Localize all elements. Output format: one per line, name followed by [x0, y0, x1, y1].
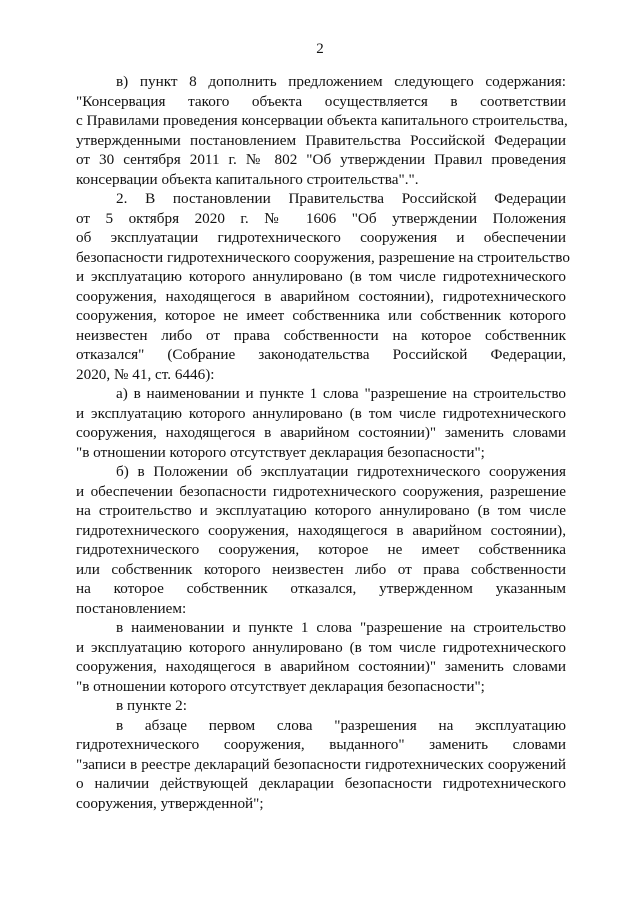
text-line: б) в Положении об эксплуатации гидротехнического сооружения — [116, 463, 566, 480]
text-line: сооружения, утвержденной"; — [76, 794, 264, 812]
text-line: в пункте 2: — [116, 697, 187, 714]
text-line: отказался" (Собрание законодательства Российской Федерации, — [76, 346, 566, 363]
text-line: и эксплуатацию которого аннулировано (в том числе гидротехнического — [76, 638, 566, 656]
text-line: с Правилами проведения консервации объекта капитального строительства, — [76, 112, 568, 129]
text-line: сооружения, которое не имеет собственника или собственник которого — [76, 307, 566, 324]
text-line: в наименовании и пункте 1 слова "разрешение на строительство — [116, 619, 566, 636]
text-line: "записи в реестре деклараций безопасности гидротехнических сооружений — [76, 755, 566, 773]
text-line: консервации объекта капитального строительства".". — [76, 170, 419, 188]
text-line: и эксплуатацию которого аннулировано (в том числе гидротехнического — [76, 268, 566, 285]
text-line: гидротехнического сооружения, выданного" заменить словами — [76, 736, 566, 753]
text-line: в абзаце первом слова "разрешения на эксплуатацию — [116, 716, 566, 734]
text-line: гидротехнического сооружения, которое не имеет собственника — [76, 541, 566, 558]
text-line: от 5 октября 2020 г. № 1606 "Об утверждении Положения — [76, 209, 566, 227]
text-line: безопасности гидротехнического сооружения, разрешение на строительство — [76, 248, 570, 266]
text-line: на строительство и эксплуатацию которого аннулировано (в том числе — [76, 502, 566, 519]
text-line: "в отношении которого отсутствует декларация безопасности"; — [76, 443, 485, 461]
text-line: а) в наименовании и пункте 1 слова "разрешение на строительство — [116, 385, 566, 402]
text-line: 2. В постановлении Правительства Российской Федерации — [116, 190, 566, 207]
text-line: об эксплуатации гидротехнического сооружения и обеспечении — [76, 229, 566, 246]
text-line: утвержденными постановлением Правительства Российской Федерации — [76, 131, 566, 149]
document-body — [76, 72, 570, 813]
text-line: и эксплуатацию которого аннулировано (в том числе гидротехнического — [76, 404, 566, 422]
page-number: 2 — [316, 41, 324, 57]
text-line: и обеспечении безопасности гидротехнического сооружения, разрешение — [76, 482, 566, 500]
text-line: сооружения, находящегося в аварийном состоянии)" заменить словами — [76, 658, 566, 675]
text-line: "в отношении которого отсутствует декларация безопасности"; — [76, 677, 485, 695]
text-line: сооружения, находящегося в аварийном состоянии), гидротехнического — [76, 287, 566, 305]
text-line: в) пункт 8 дополнить предложением следующего содержания: — [116, 73, 566, 90]
text-line: от 30 сентября 2011 г. № 802 "Об утверждении Правил проведения — [76, 151, 566, 168]
text-line: о наличии действующей декларации безопасности гидротехнического — [76, 775, 566, 792]
text-line: на которое собственник отказался, утвержденном указанным — [76, 580, 566, 597]
text-line: неизвестен либо от права собственности на которое собственник — [76, 326, 566, 344]
text-line: 2020, № 41, ст. 6446): — [76, 365, 215, 383]
text-line: или собственник которого неизвестен либо от права собственности — [76, 560, 566, 578]
text-line: "Консервация такого объекта осуществляется в соответствии — [76, 92, 566, 110]
text-line: постановлением: — [76, 599, 187, 617]
text-line: сооружения, находящегося в аварийном состоянии)" заменить словами — [76, 424, 566, 441]
text-line: гидротехнического сооружения, находящегося в аварийном состоянии), — [76, 521, 566, 539]
